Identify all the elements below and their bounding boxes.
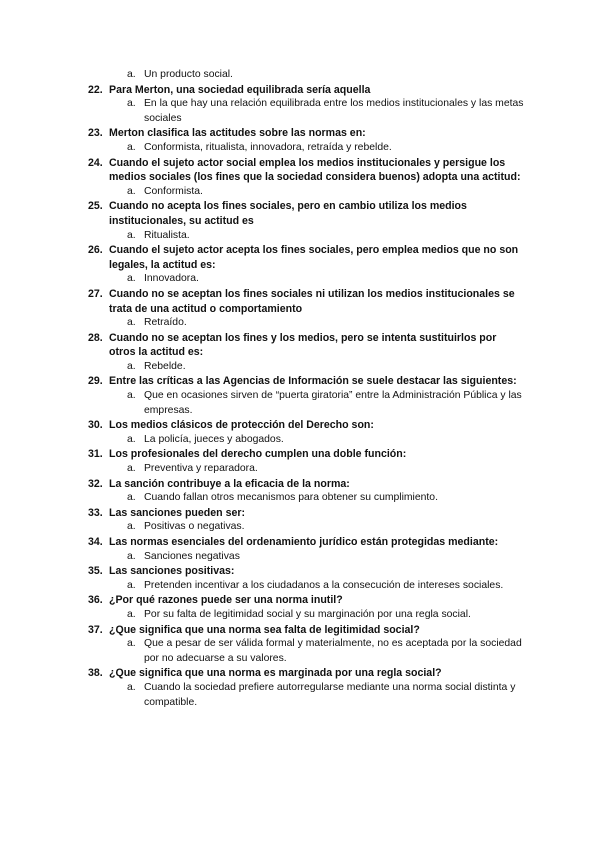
answer (88, 637, 524, 666)
answer-text: Un producto social. (144, 69, 233, 80)
question-text: Cuando el sujeto actor acepta los fines sociales, pero emplea medios que no son legales, la actitud es: (109, 244, 519, 271)
answer-letter: a. (127, 185, 136, 197)
question-text: Cuando el sujeto actor social emplea los medios institucionales y persigue los medios sociales (los fines que la sociedad considera buenos) adopta una actitud: (109, 156, 521, 184)
question-text: Cuando no se aceptan los fines sociales ni utilizan los medios institucionales se trata de una actitud o comportamiento (109, 287, 515, 315)
question-text: Los medios clásicos de protección del Derecho son: (109, 419, 374, 432)
question-list (88, 68, 524, 710)
answer-letter: a. (127, 360, 136, 372)
question (88, 564, 524, 579)
answer-letter: a. (127, 463, 136, 475)
answer-letter: a. (127, 638, 136, 650)
question (88, 447, 524, 462)
question (88, 243, 524, 272)
answer-text: Sanciones negativas (144, 550, 240, 562)
question (88, 623, 524, 638)
answer (88, 272, 524, 287)
question-text: Merton clasifica las actitudes sobre las normas en: (109, 127, 366, 140)
answer-text: Positivas o negativas. (144, 521, 245, 533)
question-number: 36. (88, 594, 103, 607)
answer (88, 316, 524, 331)
question (88, 156, 524, 185)
answer-text: Cuando la sociedad prefiere autorregularse mediante una norma social distinta y compatible. (144, 681, 516, 708)
question (88, 199, 524, 228)
question-text: ¿Que significa que una norma es marginada por una regla social? (109, 667, 442, 680)
question (88, 593, 524, 608)
answer (88, 141, 524, 156)
answer-text: Por su falta de legitimidad social y su marginación por una regla social. (144, 608, 471, 620)
question-text: La sanción contribuye a la eficacia de la norma: (109, 477, 350, 490)
answer-letter: a. (127, 390, 136, 402)
answer (88, 68, 524, 83)
answer-text: Conformista. (144, 185, 203, 197)
question (88, 287, 524, 316)
answer-text: Rebelde. (144, 360, 186, 372)
answer (88, 360, 524, 375)
answer-letter: a. (127, 521, 136, 533)
question-number: 24. (88, 156, 103, 169)
question-text: Las normas esenciales del ordenamiento jurídico están protegidas mediante: (109, 536, 499, 548)
question-number: 27. (88, 287, 103, 300)
question (88, 126, 524, 141)
question (88, 477, 524, 492)
answer-text: Ritualista. (144, 229, 190, 241)
answer-letter: a. (127, 317, 136, 329)
question (88, 331, 524, 360)
answer (88, 433, 524, 448)
question-number: 35. (88, 565, 103, 578)
question-number: 37. (88, 623, 103, 636)
answer-text: En la que hay una relación equilibrada entre los medios institucionales y las metas sociales (144, 98, 524, 124)
question-number: 22. (88, 83, 103, 96)
answer-text: Preventiva y reparadora. (144, 463, 258, 475)
answer (88, 462, 524, 477)
question-number: 23. (88, 127, 103, 140)
question-text: Para Merton, una sociedad equilibrada sería aquella (109, 83, 371, 96)
answer-text: Retraído. (144, 317, 187, 329)
answer-text: Innovadora. (144, 273, 199, 285)
answer (88, 185, 524, 200)
answer (88, 520, 524, 535)
question-text: Las sanciones positivas: (109, 565, 235, 578)
question (88, 535, 524, 550)
question-number: 28. (88, 331, 103, 344)
question-text: Las sanciones pueden ser: (109, 506, 246, 519)
question (88, 506, 524, 521)
answer-letter: a. (127, 141, 136, 153)
answer (88, 681, 524, 710)
answer (88, 491, 524, 506)
question-number: 29. (88, 375, 103, 388)
question-number: 32. (88, 477, 103, 490)
question (88, 418, 524, 433)
answer (88, 97, 524, 126)
answer-letter: a. (127, 433, 136, 445)
answer-letter: a. (127, 273, 136, 285)
answer-text: Que en ocasiones sirven de “puerta giratoria” entre la Administración Pública y las empresas. (144, 390, 522, 416)
answer (88, 608, 524, 623)
answer-letter: a. (127, 229, 136, 241)
answer-letter: a. (127, 98, 136, 110)
answer (88, 579, 524, 594)
question-text: Cuando no acepta los fines sociales, pero en cambio utiliza los medios institucionales, su actitud es (109, 200, 467, 227)
answer-text: Conformista, ritualista, innovadora, retraída y rebelde. (144, 141, 392, 153)
question-text: ¿Por qué razones puede ser una norma inutil? (109, 594, 343, 607)
answer-text: La policía, jueces y abogados. (144, 433, 284, 445)
answer-letter: a. (127, 681, 136, 693)
answer-letter: a. (127, 69, 136, 80)
answer-letter: a. (127, 492, 136, 504)
question-text: Cuando no se aceptan los fines y los medios, pero se intenta sustituirlos por otros la actitud es: (109, 331, 497, 359)
answer-letter: a. (127, 608, 136, 620)
question-number: 25. (88, 200, 103, 213)
question-text: Los profesionales del derecho cumplen una doble función: (109, 448, 407, 461)
question-text: ¿Que significa que una norma sea falta de legitimidad social? (109, 623, 420, 636)
question-number: 31. (88, 448, 103, 461)
question-number: 38. (88, 667, 103, 680)
answer-text: Cuando fallan otros mecanismos para obtener su cumplimiento. (144, 492, 438, 504)
answer-letter: a. (127, 579, 136, 591)
answer (88, 229, 524, 244)
question (88, 83, 524, 98)
question-text: Entre las críticas a las Agencias de Información se suele destacar las siguientes: (109, 375, 517, 388)
question-number: 33. (88, 506, 103, 519)
question-number: 34. (88, 536, 103, 548)
answer (88, 389, 524, 418)
answer (88, 550, 524, 565)
answer-letter: a. (127, 550, 136, 562)
question-number: 30. (88, 419, 103, 432)
answer-text: Que a pesar de ser válida formal y materialmente, no es aceptada por la sociedad por no adecuarse a su valores. (144, 638, 522, 664)
question (88, 374, 524, 389)
question (88, 666, 524, 681)
question-number: 26. (88, 244, 103, 257)
answer-text: Pretenden incentivar a los ciudadanos a la consecución de intereses sociales. (144, 579, 504, 591)
